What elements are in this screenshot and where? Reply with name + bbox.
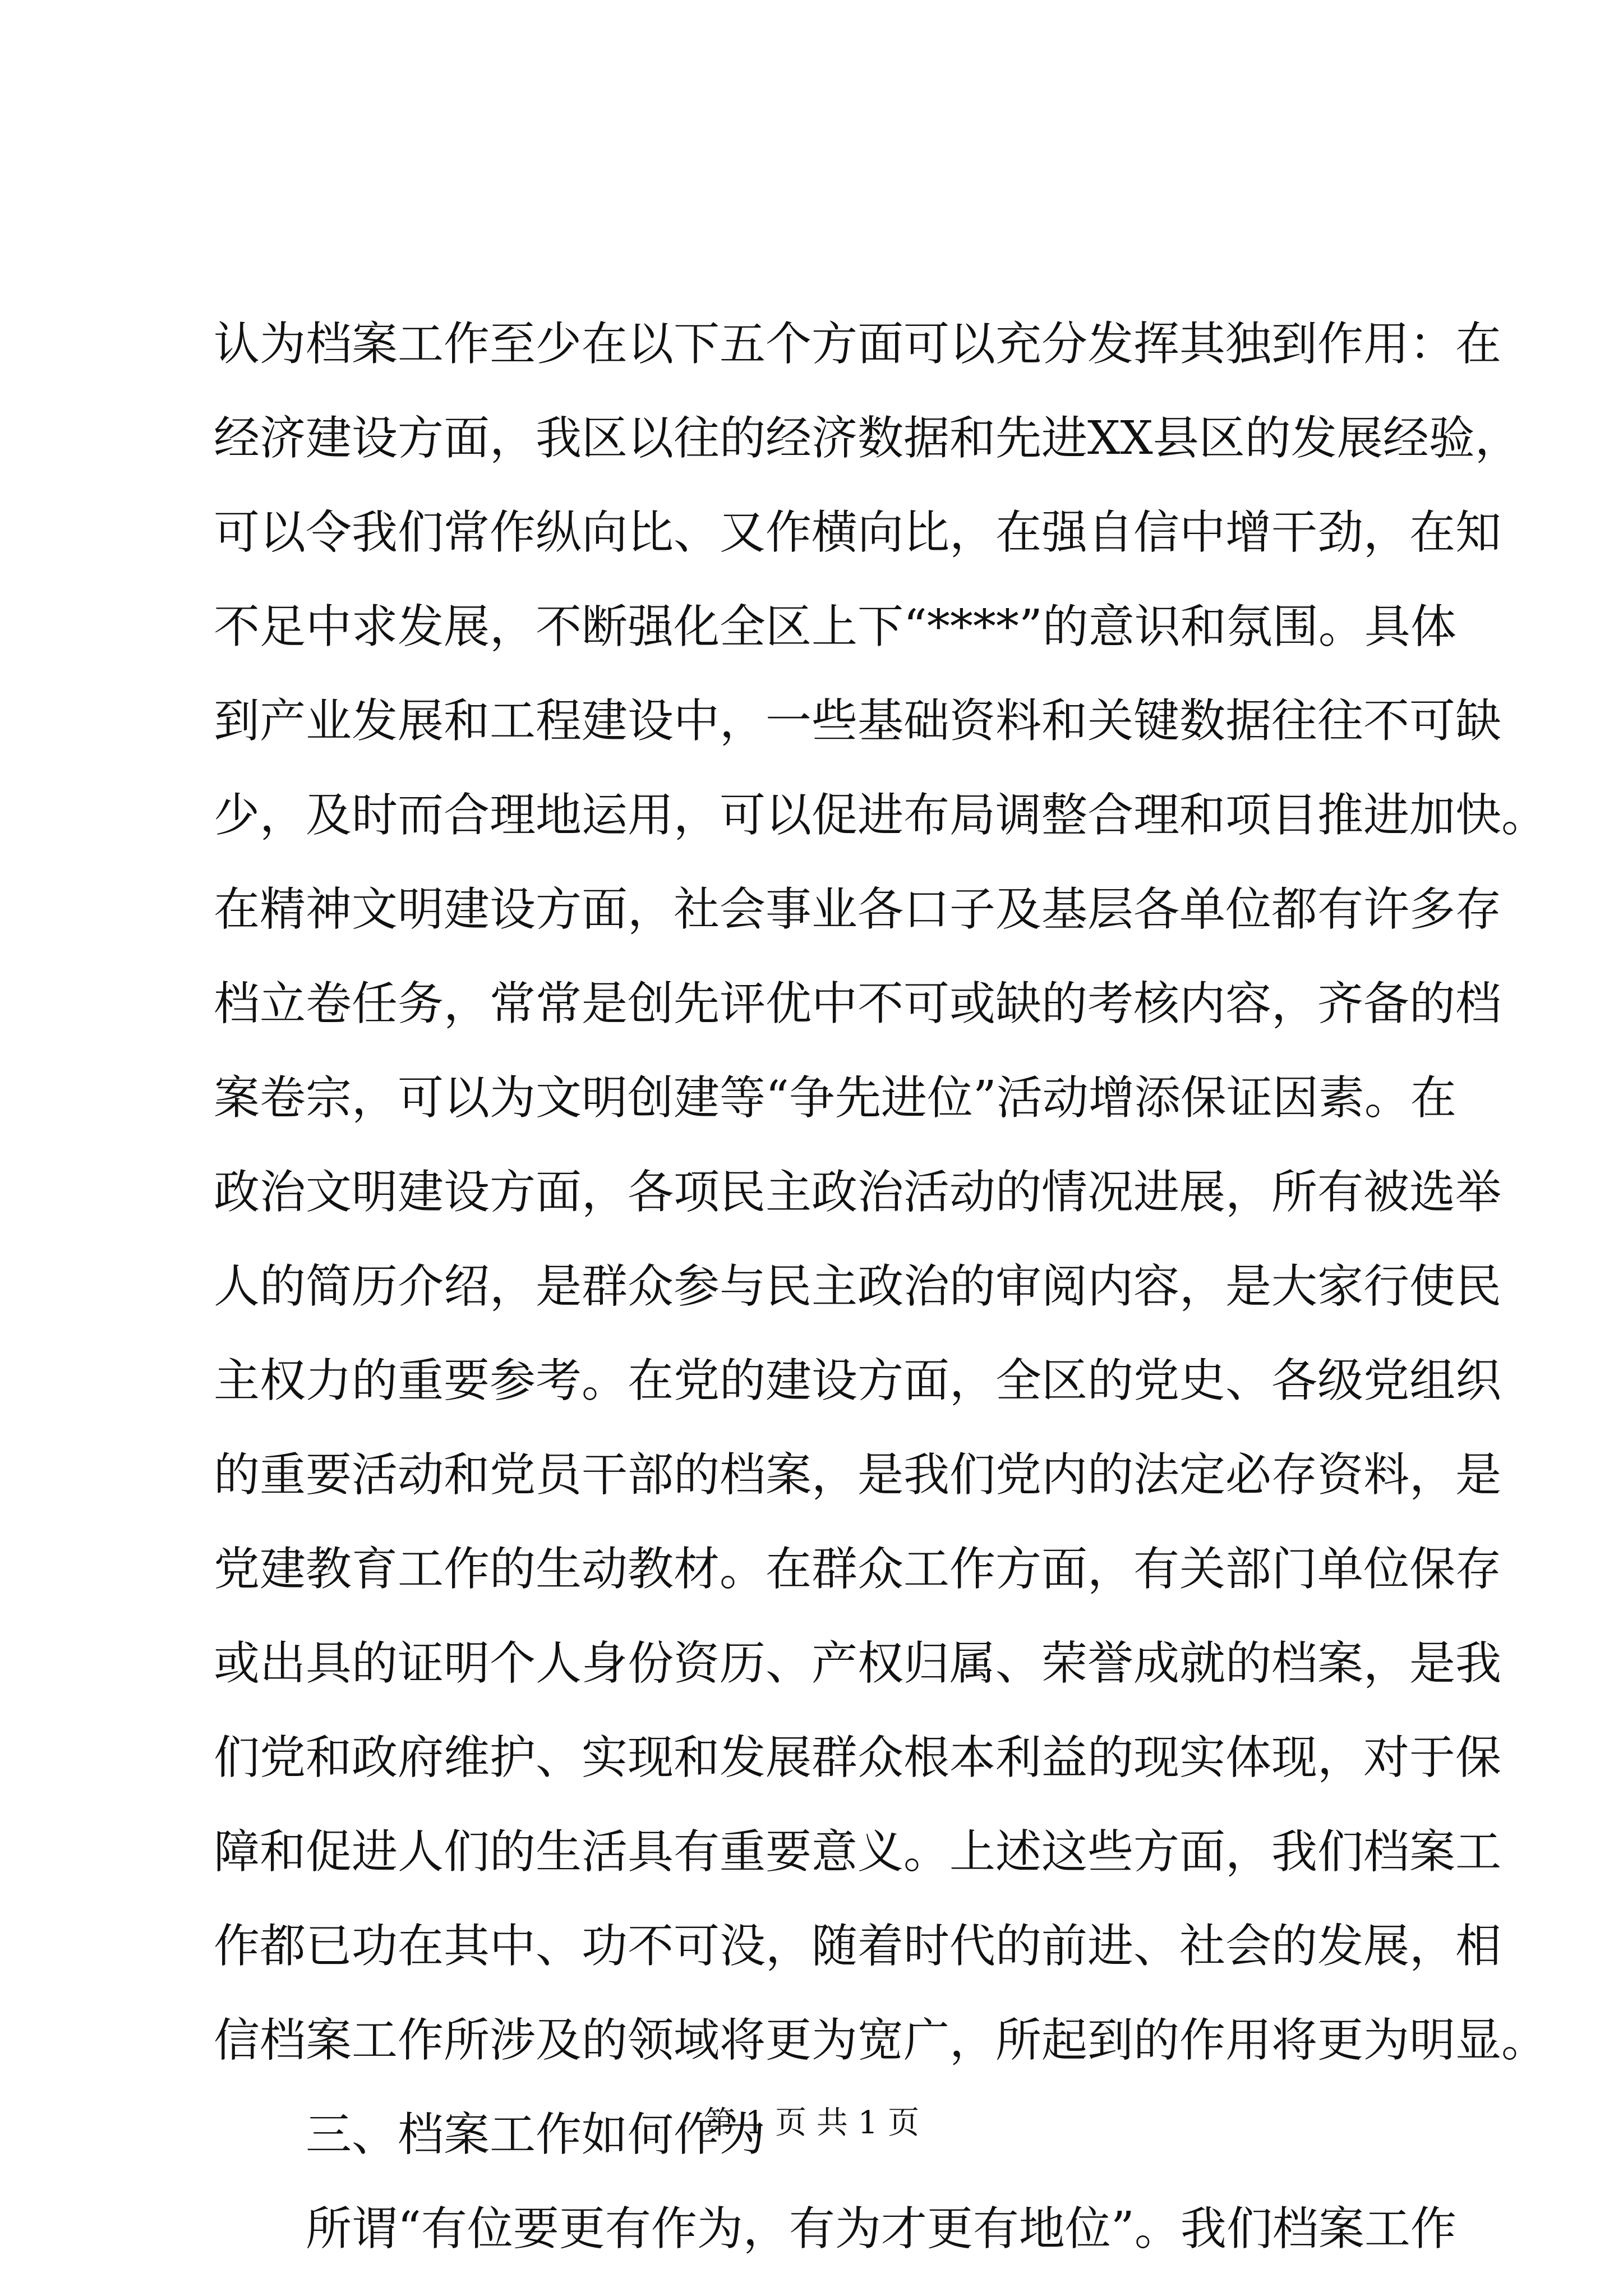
body-line-6: 少，及时而合理地运用，可以促进布局调整合理和项目推进加快。 xyxy=(214,789,1548,842)
body-line-7: 在精神文明建设方面，社会事业各口子及基层各单位都有许多存 xyxy=(214,883,1502,936)
document-body xyxy=(214,297,1548,2276)
body-line-14: 党建教育工作的生动教材。在群众工作方面，有关部门单位保存 xyxy=(214,1543,1502,1596)
body-line-1: 认为档案工作至少在以下五个方面可以充分发挥其独到作用：在 xyxy=(214,318,1502,371)
body-line-4: 不足中求发展，不断强化全区上下“****”的意识和氛围。具体 xyxy=(214,600,1456,654)
body-line-5: 到产业发展和工程建设中，一些基础资料和关键数据往往不可缺 xyxy=(214,694,1502,748)
section-heading: 三、档案工作如何作为 xyxy=(306,2108,766,2161)
body-line-8: 档立卷任务，常常是创先评优中不可或缺的考核内容，齐备的档 xyxy=(214,977,1502,1030)
body-line-10: 政治文明建设方面，各项民主政治活动的情况进展，所有被选举 xyxy=(214,1166,1502,1219)
body-line-11: 人的简历介绍，是群众参与民主政治的审阅内容，是大家行使民 xyxy=(214,1260,1502,1313)
body-line-15: 或出具的证明个人身份资历、产权归属、荣誉成就的档案，是我 xyxy=(214,1637,1502,1690)
body-line-16: 们党和政府维护、实现和发展群众根本利益的现实体现，对于保 xyxy=(214,1731,1502,1784)
body-line-17: 障和促进人们的生活具有重要意义。上述这些方面，我们档案工 xyxy=(214,1825,1502,1879)
body-line-3: 可以令我们常作纵向比、又作横向比，在强自信中增干劲，在知 xyxy=(214,506,1502,559)
body-line-13: 的重要活动和党员干部的档案，是我们党内的法定必存资料，是 xyxy=(214,1448,1502,1502)
page-footer: 第 1 页 共 1 页 xyxy=(703,2105,920,2141)
body-line-12: 主权力的重要参考。在党的建设方面，全区的党史、各级党组织 xyxy=(214,1354,1502,1407)
body-line-19: 信档案工作所涉及的领域将更为宽广，所起到的作用将更为明显。 xyxy=(214,2014,1548,2067)
body-line-final: 所谓“有位要更有作为，有为才更有地位”。我们档案工作 xyxy=(306,2202,1456,2256)
body-line-9: 案卷宗，可以为文明创建等“争先进位”活动增添保证因素。在 xyxy=(214,1071,1456,1125)
body-line-2: 经济建设方面，我区以往的经济数据和先进XX县区的发展经验， xyxy=(214,412,1521,465)
body-line-18: 作都已功在其中、功不可没，随着时代的前进、社会的发展，相 xyxy=(214,1920,1502,1973)
